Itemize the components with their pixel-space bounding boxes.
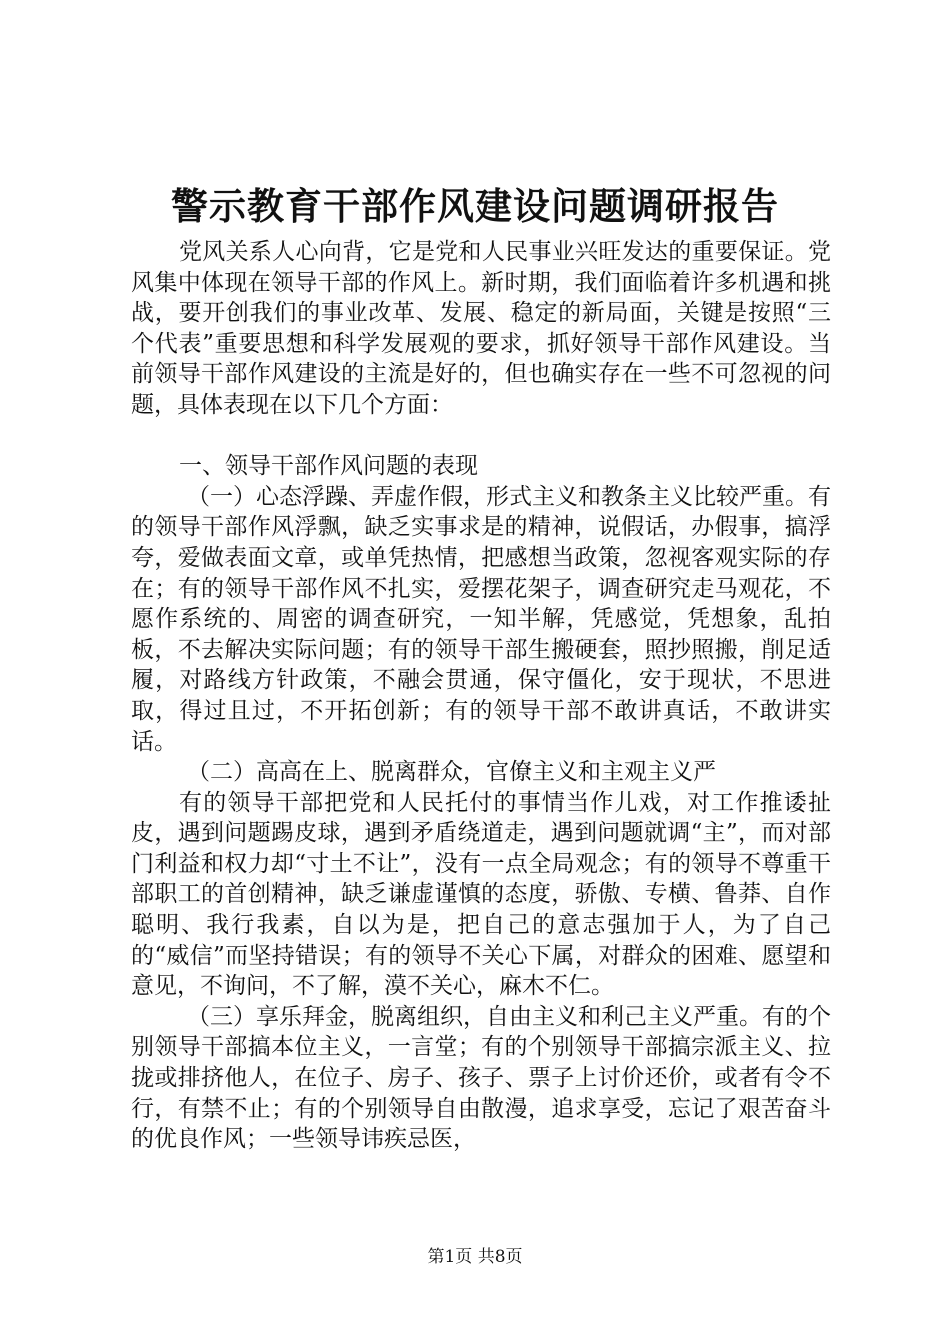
subsection-2-paragraph: 有的领导干部把党和人民托付的事情当作儿戏，对工作推诿扯皮，遇到问题踢皮球，遇到矛盾绕道走，遇到问题就调“主”，而对部门利益和权力却“寸土不让”，没有一点全局观念；有的领导不尊重干部职工的首创精神，缺乏谦虚谨慎的态度，骄傲、专横、鲁莽、自作聪明、我行我素，自以为是，把自己的意志强加于人，为了自己的“威信”而坚持错误；有的领导不关心下属，对群众的困难、愿望和意见，不询问，不了解，漠不关心，麻木不仁。	[131, 789, 831, 1000]
subsection-3-paragraph: （三）享乐拜金，脱离组织，自由主义和利己主义严重。有的个别领导干部搞本位主义，一言堂；有的个别领导干部搞宗派主义、拉拢或排挤他人，在位子、房子、孩子、票子上讨价还价，或者有令不行，有禁不止；有的个别领导自由散漫，追求享受，忘记了艰苦奋斗的优良作风；一些领导讳疾忌医，	[131, 1003, 831, 1153]
section-heading: 一、领导干部作风问题的表现	[179, 453, 478, 480]
paragraph-gap	[131, 421, 831, 452]
page-footer: 第1页 共8页	[427, 1247, 523, 1267]
document-title: 警示教育干部作风建设问题调研报告	[171, 185, 779, 228]
subsection-1-paragraph: （一）心态浮躁、弄虚作假，形式主义和教条主义比较严重。有的领导干部作风浮飘，缺乏实事求是的精神，说假话，办假事，搞浮夸，爱做表面文章，或单凭热情，把感想当政策，忽视客观实际的存在；有的领导干部作风不扎实，爱摆花架子，调查研究走马观花，不愿作系统的、周密的调查研究，一知半解，凭感觉，凭想象，乱拍板，不去解决实际问题；有的领导干部生搬硬套，照抄照搬，削足适履，对路线方针政策，不融会贯通，保守僵化，安于现状，不思进取，得过且过，不开拓创新；有的领导干部不敢讲真话，不敢讲实话。	[131, 483, 831, 755]
intro-paragraph: 党风关系人心向背，它是党和人民事业兴旺发达的重要保证。党风集中体现在领导干部的作风上。新时期，我们面临着许多机遇和挑战，要开创我们的事业改革、发展、稳定的新局面，关键是按照“三个代表”重要思想和科学发展观的要求，抓好领导干部作风建设。当前领导干部作风建设的主流是好的，但也确实存在一些不可忽视的问题，具体表现在以下几个方面：	[131, 239, 831, 418]
subsection-2-heading: （二）高高在上、脱离群众，官僚主义和主观主义严	[187, 759, 716, 786]
document-body	[131, 237, 831, 1155]
